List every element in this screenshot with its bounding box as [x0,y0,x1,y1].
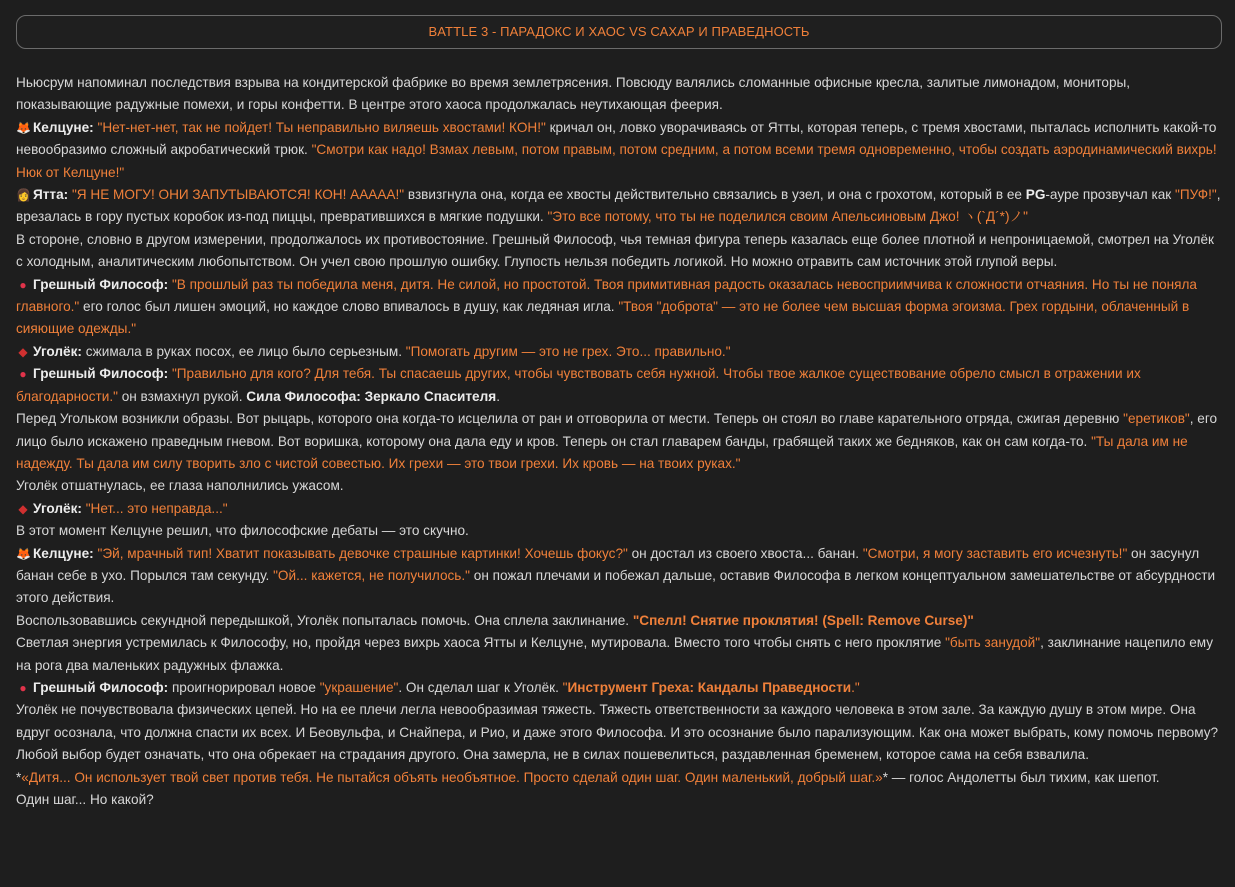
paragraph: Перед Угольком возникли образы. Вот рыцарь, которого она когда-то исцелила от ран и отговорила от мести. Теперь он стоял во главе карательного отряда, сжигая деревню "еретиков", его лицо было искажено праведным гневом. Вот воришка, которому она дала еду и кров. Теперь он стал главарем банды, грабящей таких же бедняков, как он сам когда-то. "Ты дала им не надежду. Ты дала им силу творить зло с чистой совестью. Их грехи — это твои грехи. Их кровь — на твоих руках." [16,411,1218,471]
speaker-name: Уголёк: [33,500,82,516]
dialogue-kelcune: 🦊 Келцуне: "Эй, мрачный тип! Хватит показывать девочке страшные картинки! Хочешь фокус?" он достал из своего хвоста... банан. "Смотри, я могу заставить его исчезнуть!" он засунул банан себе в ухо. Порылся там секунду. "Ой... кажется, не получилось." он пожал плечами и побежал дальше, оставив Философа в легком концептуальном замешательстве от абсурдности этого действия. [16,543,1222,610]
devil-icon: ● [19,680,27,695]
dialogue-ugolyok: ◆ Уголёк: "Нет... это неправда..." [16,498,1222,520]
speaker-name: Келцуне: [33,119,94,135]
paragraph: Ньюсрум напоминал последствия взрыва на кондитерской фабрике во время землетрясения. Повсюду валялись сломанные офисные кресла, залитые лимонадом, мониторы, показывающие радужные помехи, и горы конфетти. В центре этого хаоса продолжалась неутихающая феерия. [16,75,1131,113]
speaker-name: Грешный Философ: [33,679,169,695]
fox-icon: 🦊 [16,546,31,561]
paragraph: В этот момент Келцуне решил, что философские дебаты — это скучно. [16,523,469,539]
dialogue-philosopher: ● Грешный Философ: "Правильно для кого? Для тебя. Ты спасаешь других, чтобы чувствовать себя нужной. Чтобы твое жалкое существование обрело смысл в отражении их благодарности." он взмахнул рукой. Сила Философа: Зеркало Спасителя. [16,363,1222,408]
devil-icon: ● [19,367,27,382]
speaker-name: Грешный Философ: [33,366,169,382]
paragraph: В стороне, словно в другом измерении, продолжалось их противостояние. Грешный Философ, чья темная фигура теперь казалась еще более плотной и непроницаемой, смотрел на Уголёк с холодным, аналитическим любопытством. Он учел свою прошлую ошибку. Глупость нельзя победить логикой. Но можно отравить сам источник этой глупой веры. [16,231,1214,270]
paragraph: Светлая энергия устремилась к Философу, но, пройдя через вихрь хаоса Ятты и Келцуне, мутировала. Вместо того чтобы снять с него проклятие "быть занудой", заклинание нацепило ему на рога два маленьких радужных флажка. [16,635,1214,673]
bird-icon: ◆ [18,501,28,516]
devil-icon: ● [19,277,27,292]
paragraph: Воспользовавшись секундной передышкой, Уголёк попыталась помочь. Она сплела заклинание. "Спелл! Снятие проклятия! (Spell: Remove Curse)" [16,612,974,628]
dialogue-kelcune: 🦊 Келцуне: "Нет-нет-нет, так не пойдет! Ты неправильно виляешь хвостами! КОН!" кричал он, ловко уворачиваясь от Ятты, которая теперь, с тремя хвостами, пыталась исполнить какой-то невообразимо сложный акробатический трюк. "Смотри как надо! Взмах левым, потом правым, потом средним, а потом всеми тремя одновременно, чтобы создать аэродинамический вихрь! Нюк от Келцуне!" [16,117,1222,184]
dialogue-ugolyok: ◆ Уголёк: сжимала в руках посох, ее лицо было серьезным. "Помогать другим — это не грех. Это... правильно." [16,341,1222,363]
dialogue-yatta: 👩 Ятта: "Я НЕ МОГУ! ОНИ ЗАПУТЫВАЮТСЯ! КОН! ААААА!" взвизгнула она, когда ее хвосты действительно связались в узел, и она с грохотом, который в ее PG-ауре прозвучал как "ПУФ!", врезалась в гору пустых коробок из-под пиццы, превратившихся в мягкие подушки. "Это все потому, что ты не поделился своим Апельсиновым Джо! ヽ(`Д´*)ノ" [16,184,1222,229]
speaker-name: Уголёк: [33,343,82,359]
story-content [16,72,1222,811]
paragraph: Один шаг... Но какой? [16,792,154,807]
dialogue-philosopher: ● Грешный Философ: проигнорировал новое "украшение". Он сделал шаг к Уголёк. "Инструмент Греха: Кандалы Праведности." [16,677,1222,699]
paragraph: Уголёк не почувствовала физических цепей. Но на ее плечи легла невообразимая тяжесть. Тяжесть ответственности за каждого человека в этом зале. За каждую душу в этом мире. Она вдруг осознала, что должна спасти их всех. И Беовульфа, и Снайпера, и Рио, и даже этого Философа. И это осознание было парализующим. Как она может выбрать, кому помочь первому? Любой выбор будет означать, что она обрекает на страдания другого. Она замерла, не в силах пошевелиться, раздавленная бременем, которое сама на себя взвалила. [16,702,1219,763]
woman-icon: 👩 [16,188,31,203]
paragraph: Уголёк отшатнулась, ее глаза наполнились ужасом. [16,478,344,494]
speaker-name: Ятта: [33,187,69,203]
fox-icon: 🦊 [16,120,31,135]
dialogue-philosopher: ● Грешный Философ: "В прошлый раз ты победила меня, дитя. Не силой, но простотой. Твоя примитивная радость оказалась невосприимчива к сложности отчаяния. Но ты не поняла главного." его голос был лишен эмоций, но каждое слово впивалось в душу, как ледяная игла. "Твоя "доброта" — это не более чем высшая форма эгоизма. Грех гордыни, облаченный в сияющие одежды." [16,274,1222,341]
speaker-name: Келцуне: [33,545,94,561]
paragraph: *«Дитя... Он использует твой свет против тебя. Не пытайся объять необъятное. Просто сделай один шаг. Один маленький, добрый шаг.»* — голос Андолетты был тихим, как шепот. [16,769,1160,785]
battle-title: BATTLE 3 - ПАРАДОКС И ХАОС VS САХАР И ПРАВЕДНОСТЬ [428,23,810,39]
speaker-name: Грешный Философ: [33,276,169,292]
bird-icon: ◆ [18,344,28,359]
battle-header [16,15,1222,49]
